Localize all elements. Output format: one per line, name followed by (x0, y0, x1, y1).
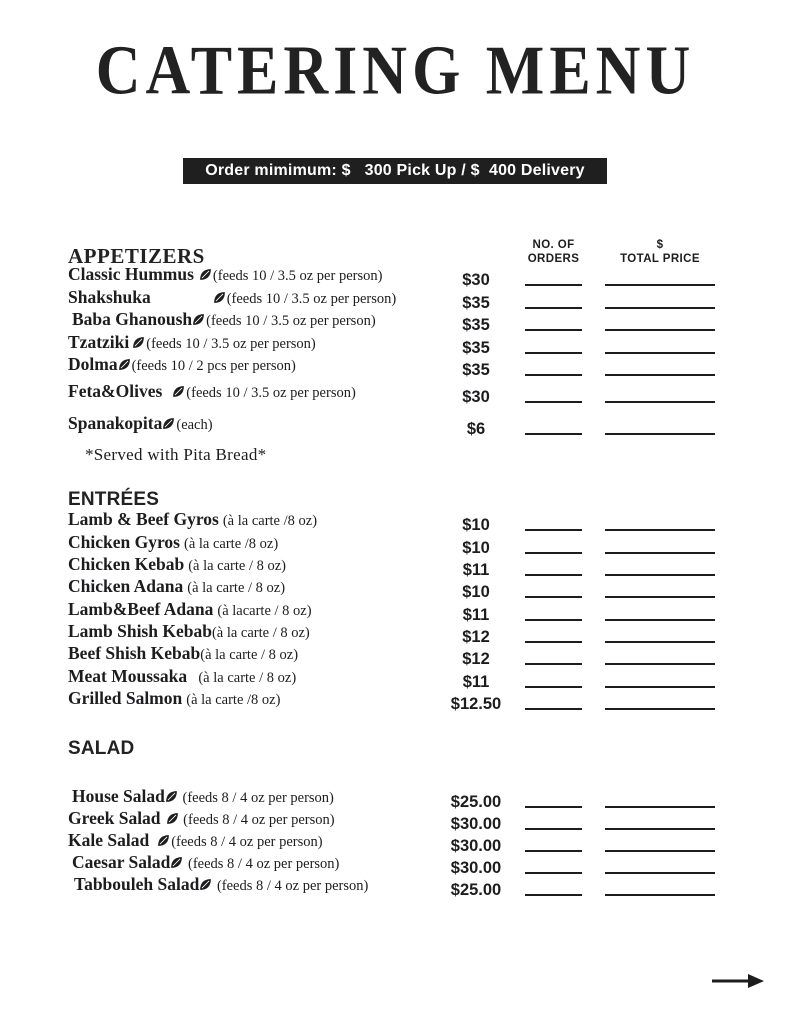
menu-item-name: Lamb & Beef Gyros (68, 509, 219, 530)
menu-item-description: (feeds 10 / 3.5 oz per person) (186, 385, 356, 402)
section-footnote: *Served with Pita Bread* (85, 444, 267, 464)
menu-item-row (68, 412, 725, 438)
menu-item-name: Baba Ghanoush (72, 309, 193, 330)
menu-item-price: $12 (462, 628, 490, 647)
menu-item-name: Chicken Gyros (68, 531, 180, 552)
leaf-icon (166, 812, 179, 825)
menu-item-name: Beef Shish Kebab (68, 643, 201, 664)
menu-item-name: Classic Hummus (68, 264, 194, 285)
orders-blank-line (525, 307, 582, 309)
no-of-orders-field (512, 894, 595, 900)
menu-item-price: $30.00 (450, 859, 502, 878)
total-blank-line (605, 374, 715, 376)
orders-blank-line (525, 284, 582, 286)
column-header-line: ORDERS (527, 253, 580, 266)
menu-item-price: $11 (462, 605, 490, 624)
total-blank-line (605, 828, 715, 830)
menu-item-description: (each) (176, 416, 213, 433)
total-price-field (595, 329, 725, 335)
column-header-line: $ (656, 239, 664, 251)
menu-item-description: (feeds 10 / 2 pcs per person) (131, 357, 296, 374)
menu-item-description: (à la carte /8 oz) (222, 513, 318, 530)
menu-item-name: Spanakopita (68, 412, 163, 433)
menu-item-description: (à lacarte / 8 oz) (217, 602, 312, 619)
total-price-field (595, 374, 725, 380)
menu-item-description: (feeds 8 / 4 oz per person) (171, 834, 323, 851)
orders-blank-line (525, 850, 582, 852)
no-of-orders-field (512, 708, 595, 714)
menu-item-name: Grilled Salmon (68, 688, 183, 709)
column-header-line: TOTAL PRICE (620, 253, 700, 266)
menu-item-name: Lamb Shish Kebab (68, 621, 212, 642)
page-title: CATERING MENU (95, 33, 696, 110)
menu-item-price: $6 (466, 419, 486, 438)
no-of-orders-field (512, 663, 595, 669)
total-blank-line (605, 552, 715, 554)
orders-blank-line (525, 596, 582, 598)
no-of-orders-field (512, 850, 595, 856)
orders-blank-line (525, 529, 582, 531)
no-of-orders-field (512, 374, 595, 380)
leaf-icon (165, 790, 178, 803)
total-blank-line (605, 352, 715, 354)
total-blank-line (605, 574, 715, 576)
orders-blank-line (525, 329, 582, 331)
menu-item-description: (à la carte / 8 oz) (211, 625, 310, 642)
total-price-field (595, 850, 725, 856)
menu-item-description: (à la carte /8 oz) (186, 692, 281, 709)
orders-blank-line (525, 619, 582, 621)
section-items (68, 264, 725, 439)
leaf-icon (170, 856, 183, 869)
total-price-field (595, 686, 725, 692)
total-price-field (595, 894, 725, 900)
total-price-field (595, 641, 725, 647)
menu-item-label (68, 874, 440, 900)
leaf-icon (162, 417, 175, 430)
menu-item-row (68, 688, 725, 714)
menu-item-description: (feeds 10 / 3.5 oz per person) (212, 268, 383, 285)
orders-blank-line (525, 828, 582, 830)
total-price-field (595, 708, 725, 714)
menu-item-description: (à la carte / 8 oz) (191, 669, 297, 686)
menu-item-price: $10 (462, 516, 490, 535)
total-blank-line (605, 641, 715, 643)
total-price-field (595, 596, 725, 602)
total-price-field (595, 352, 725, 358)
no-of-orders-field (512, 284, 595, 290)
leaf-icon (213, 291, 226, 304)
total-blank-line (605, 850, 715, 852)
menu-item-price: $10 (462, 583, 490, 602)
section-entrees (68, 489, 725, 715)
menu-item-price: $30.00 (450, 815, 502, 834)
menu-item-price: $35 (462, 338, 490, 357)
menu-item-price: $35 (462, 360, 490, 379)
menu-item-price: $30.00 (450, 837, 502, 856)
total-price-field (595, 872, 725, 878)
menu-item-name: Lamb&Beef Adana (68, 598, 214, 619)
menu-item-price: $35 (462, 316, 490, 335)
total-price-field (595, 828, 725, 834)
leaf-icon (132, 336, 145, 349)
total-price-field (595, 529, 725, 535)
no-of-orders-field (512, 641, 595, 647)
menu-item-description: (feeds 10 / 3.5 oz per person) (206, 313, 376, 330)
order-minimum-banner (183, 158, 607, 184)
menu-item-description: (à la carte / 8 oz) (187, 580, 286, 597)
no-of-orders-field (512, 619, 595, 625)
next-page-arrow[interactable] (710, 972, 764, 990)
menu-item-price: $12 (462, 650, 490, 669)
section-title: ENTRÉES (68, 488, 160, 510)
section-appetizers (68, 244, 725, 465)
menu-item-price: $11 (462, 672, 490, 691)
menu-item-price: $11 (462, 560, 490, 579)
total-price-field (595, 433, 725, 439)
menu-item-description: (feeds 8 / 4 oz per person) (213, 878, 369, 895)
total-blank-line (605, 686, 715, 688)
total-blank-line (605, 284, 715, 286)
section-items (68, 509, 725, 715)
menu-item-price: $30 (462, 271, 490, 290)
menu-item-price: $10 (462, 538, 490, 557)
menu-item-name: Chicken Kebab (68, 553, 185, 574)
orders-blank-line (525, 686, 582, 688)
menu-item-price: $12.50 (450, 695, 502, 714)
total-blank-line (605, 663, 715, 665)
menu-item-name: Kale Salad (68, 830, 150, 851)
orders-blank-line (525, 663, 582, 665)
total-blank-line (605, 401, 715, 403)
no-of-orders-field (512, 352, 595, 358)
menu-sections (68, 244, 725, 900)
no-of-orders-field (512, 574, 595, 580)
no-of-orders-field (512, 806, 595, 812)
menu-item-price: $25.00 (450, 793, 502, 812)
section-salad (68, 738, 725, 900)
total-price-field (595, 574, 725, 580)
total-blank-line (605, 329, 715, 331)
total-blank-line (605, 433, 715, 435)
no-of-orders-field (512, 401, 595, 407)
orders-blank-line (525, 806, 582, 808)
menu-item-label (68, 413, 440, 439)
menu-item-name: Greek Salad (68, 808, 161, 829)
menu-item-label (68, 354, 440, 380)
total-blank-line (605, 708, 715, 710)
order-minimum-text: Order mimimum: $ 300 Pick Up / $ 400 Delivery (205, 162, 585, 179)
column-header-line: NO. OF (532, 239, 575, 251)
menu-item-row (68, 381, 725, 407)
section-title: APPETIZERS (68, 244, 205, 268)
no-of-orders-field (512, 329, 595, 335)
leaf-icon (199, 268, 212, 281)
total-blank-line (605, 619, 715, 621)
menu-item-description: (feeds 8 / 4 oz per person) (178, 790, 334, 807)
menu-item-name: Caesar Salad (72, 852, 171, 873)
menu-item-description: (à la carte / 8 oz) (188, 557, 287, 574)
orders-blank-line (525, 574, 582, 576)
no-of-orders-field (512, 872, 595, 878)
menu-item-name: Tabbouleh Salad (74, 874, 200, 895)
orders-blank-line (525, 374, 582, 376)
orders-blank-line (525, 433, 582, 435)
leaf-icon (118, 358, 131, 371)
leaf-icon (199, 878, 212, 891)
no-of-orders-field (512, 552, 595, 558)
menu-item-label (68, 381, 440, 407)
menu-item-description: (feeds 10 / 3.5 oz per person) (146, 335, 316, 352)
section-title: SALAD (68, 738, 135, 760)
leaf-icon (172, 385, 185, 398)
menu-item-name: Meat Moussaka (68, 665, 188, 686)
menu-item-row (68, 353, 725, 380)
total-blank-line (605, 894, 715, 896)
menu-item-description: (à la carte /8 oz) (183, 535, 279, 552)
leaf-icon (192, 313, 205, 326)
no-of-orders-field (512, 529, 595, 535)
menu-item-label (68, 688, 440, 714)
total-price-field (595, 806, 725, 812)
menu-item-row (68, 874, 725, 900)
menu-item-name: Tzatziki (68, 331, 130, 352)
menu-item-price: $30 (462, 388, 490, 407)
total-blank-line (605, 872, 715, 874)
orders-blank-line (525, 708, 582, 710)
no-of-orders-field (512, 596, 595, 602)
total-blank-line (605, 529, 715, 531)
menu-item-description: (feeds 8 / 4 oz per person) (179, 812, 335, 829)
no-of-orders-field (512, 686, 595, 692)
menu-item-name: Shakshuka (68, 286, 151, 307)
total-price-field (595, 619, 725, 625)
leaf-icon (157, 834, 170, 847)
orders-blank-line (525, 401, 582, 403)
no-of-orders-field (512, 307, 595, 313)
total-price-field (595, 663, 725, 669)
total-price-field (595, 284, 725, 290)
section-items (68, 786, 725, 900)
total-blank-line (605, 596, 715, 598)
orders-blank-line (525, 552, 582, 554)
menu-item-description: (feeds 8 / 4 oz per person) (184, 856, 340, 873)
menu-item-name: House Salad (72, 786, 165, 807)
no-of-orders-field (512, 433, 595, 439)
orders-blank-line (525, 641, 582, 643)
no-of-orders-field (512, 828, 595, 834)
total-blank-line (605, 806, 715, 808)
menu-item-name: Chicken Adana (68, 576, 184, 597)
menu-item-name: Feta&Olives (68, 381, 163, 402)
total-price-field (595, 307, 725, 313)
right-arrow-icon (710, 972, 764, 990)
total-blank-line (605, 307, 715, 309)
menu-item-description: (feeds 10 / 3.5 oz per person) (226, 290, 397, 307)
menu-item-name: Dolma (68, 353, 118, 374)
orders-blank-line (525, 894, 582, 896)
menu-item-price: $35 (462, 293, 490, 312)
menu-item-description: (à la carte / 8 oz) (200, 647, 299, 664)
total-price-field (595, 401, 725, 407)
total-price-field (595, 552, 725, 558)
orders-blank-line (525, 872, 582, 874)
menu-item-price: $25.00 (450, 881, 502, 900)
orders-blank-line (525, 352, 582, 354)
